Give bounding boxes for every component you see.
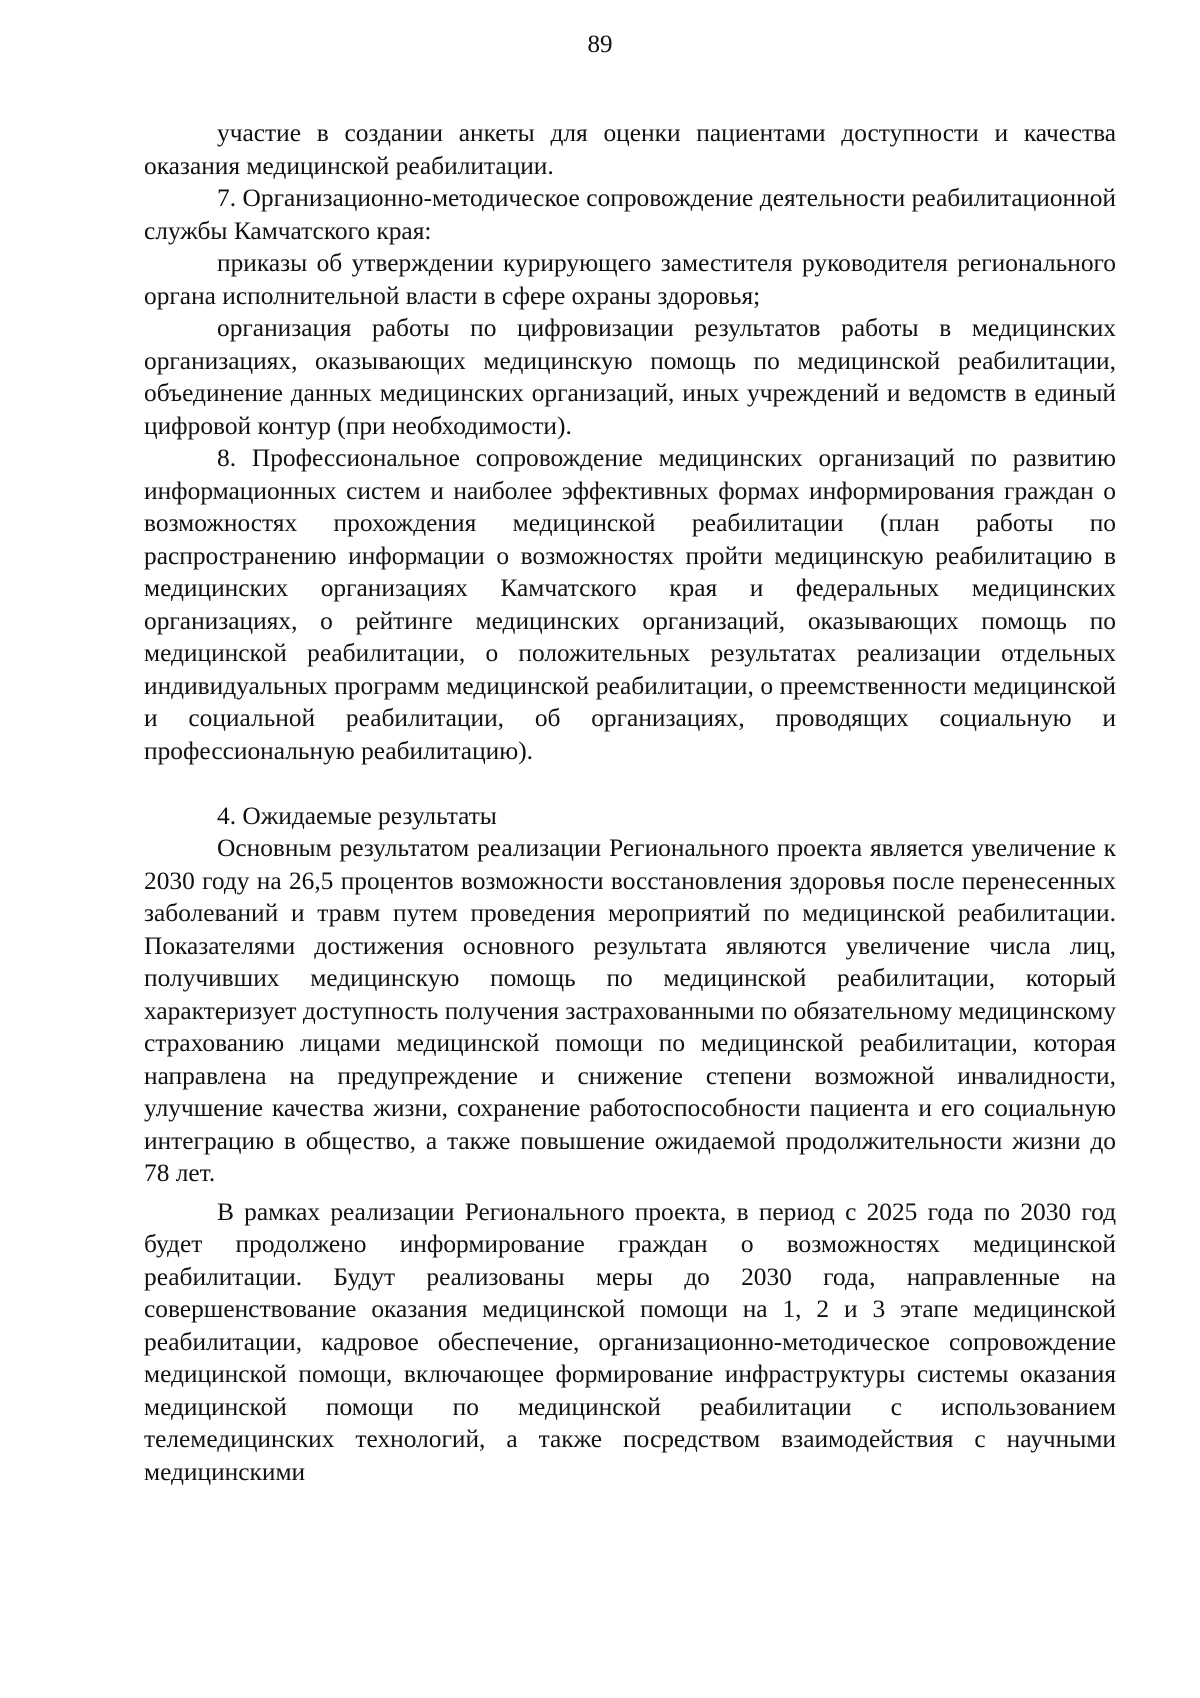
section-heading-expected-results: 4. Ожидаемые результаты [217,801,497,830]
paragraph-survey: участие в создании анкеты для оценки пациентами доступности и качества оказания медицинской реабилитации. [144,119,1116,180]
paragraph-regional-project: В рамках реализации Регионального проекта, в период с 2025 года по 2030 год будет продолжено информирование граждан о возможностях медицинской реабилитации. Будут реализованы меры до 2030 года, направленные на совершенствование оказания медицинской помощи на 1, 2 и 3 этапе медицинской реабилитации, кадровое обеспечение, организационно-методическое сопровождение медицинской помощи, включающее формирование инфраструктуры системы оказания медицинской помощи по медицинской реабилитации с использованием телемедицинских технологий, а также посредством взаимодействия с научными медицинскими [144,1197,1116,1486]
paragraph-main-result: Основным результатом реализации Регионального проекта является увеличение к 2030 году на 26,5 процентов возможности восстановления здоровья после перенесенных заболеваний и травм путем проведения мероприятий по медицинской реабилитации. Показателями достижения основного результата являются увеличение числа лиц, получивших медицинскую помощь по медицинской реабилитации, который характеризует доступность получения застрахованными по обязательному медицинскому страхованию лицами медицинской помощи по медицинской реабилитации, которая направлена на предупреждение и снижение степени возможной инвалидности, улучшение качества жизни, сохранение работоспособности пациента и его социальную интеграцию в общество, а также повышение ожидаемой продолжительности жизни до 78 лет. [144,834,1116,1187]
paragraph-item-8: 8. Профессиональное сопровождение медицинских организаций по развитию информационных систем и наиболее эффективных формах информирования граждан о возможностях прохождения медицинской реабилитации (план работы по распространению информации о возможностях пройти медицинскую реабилитацию в медицинских организациях Камчатского края и федеральных медицинских организациях, о рейтинге медицинских организаций, оказывающих помощь по медицинской реабилитации, о положительных результатах реализации отдельных индивидуальных программ медицинской реабилитации, о преемственности медицинской и социальной реабилитации, об организациях, проводящих социальную и профессиональную реабилитацию). [144,444,1116,765]
paragraph-item-7: 7. Организационно-методическое сопровождение деятельности реабилитационной службы Камчатского края: [144,184,1116,245]
paragraph-digitalization: организация работы по цифровизации результатов работы в медицинских организациях, оказывающих медицинскую помощь по медицинской реабилитации, объединение данных медицинских организаций, иных учреждений и ведомств в единый цифровой контур (при необходимости). [144,314,1116,440]
document-body [144,117,1116,1488]
page-number: 89 [587,31,613,58]
paragraph-orders: приказы об утверждении курирующего заместителя руководителя регионального органа исполнительной власти в сфере охраны здоровья; [144,249,1116,310]
